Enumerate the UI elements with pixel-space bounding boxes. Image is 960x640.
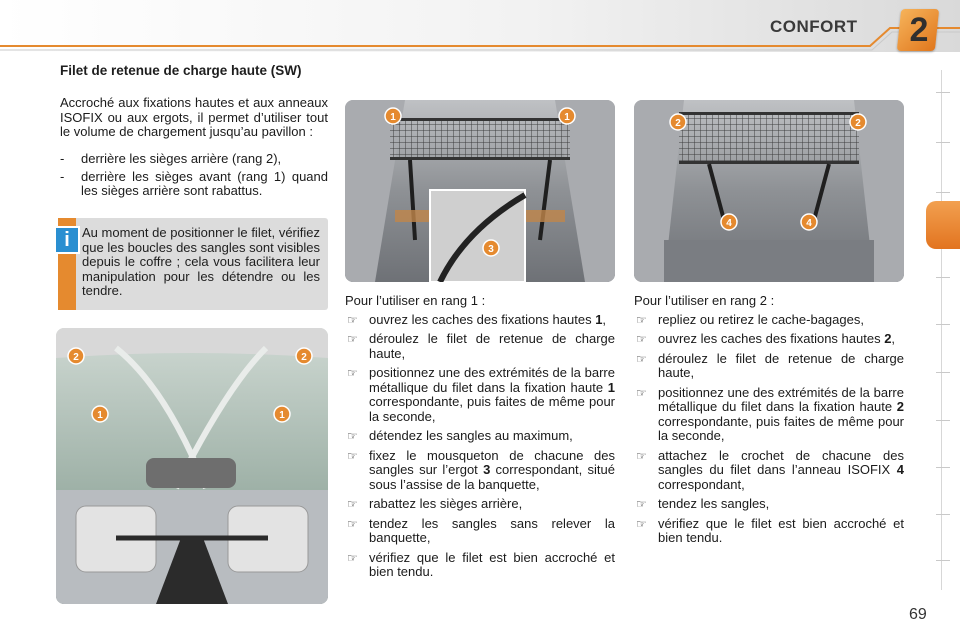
chapter-title: CONFORT xyxy=(770,17,858,36)
bullet-icon: ☞ xyxy=(347,497,358,511)
photo-label: 4 xyxy=(726,218,732,229)
photo-label: 2 xyxy=(301,352,307,363)
photo-rang-1 xyxy=(345,100,615,282)
photo-label: 4 xyxy=(806,218,812,229)
bullet-icon: ☞ xyxy=(347,550,358,565)
photo-rang-2 xyxy=(634,100,904,282)
photo-label: 1 xyxy=(97,410,103,421)
list-item: ☞ positionnez une des extrémités de la barre métallique du filet dans la fixation haute 1 correspondante, puis faites de même pour la seconde, xyxy=(347,365,615,424)
list-item: ☞ déroulez le filet de retenue de charge haute, xyxy=(636,350,904,380)
list-item: ☞ rabattez les sièges arrière, xyxy=(347,496,523,511)
tab-divider xyxy=(936,420,950,421)
list-item: ☞ vérifiez que le filet est bien accroché et bien tendu. xyxy=(347,549,615,579)
list-item: ☞ positionnez une des extrémités de la barre métallique du filet dans la fixation haute 2 correspondante, puis faites de même pour la seconde, xyxy=(636,384,904,443)
photo-label: 2 xyxy=(675,118,681,129)
photo-label: 1 xyxy=(279,410,285,421)
list-item: ☞ fixez le mousqueton de chacune des sangles sur l’ergot 3 correspondant, situé sous l’assise de la banquette, xyxy=(347,447,615,492)
rang-2-instructions xyxy=(634,294,904,551)
page-number: 69 xyxy=(909,606,927,623)
bullet-icon: ☞ xyxy=(636,385,647,400)
list-item: ☞ repliez ou retirez le cache-bagages, xyxy=(636,311,864,327)
bullet-icon: ☞ xyxy=(636,332,647,346)
tab-divider xyxy=(936,372,950,373)
info-icon: i xyxy=(54,226,80,254)
photo-label: 1 xyxy=(564,112,570,123)
list-item: ☞ vérifiez que le filet est bien accroché et bien tendu. xyxy=(636,515,904,545)
tab-divider xyxy=(936,92,950,93)
bullet-icon: ☞ xyxy=(636,516,647,531)
tab-divider xyxy=(936,142,950,143)
tab-active[interactable] xyxy=(926,201,960,249)
bullet-icon: ☞ xyxy=(636,448,647,463)
rang-1-instructions xyxy=(345,294,615,585)
rang-2-lead: Pour l’utiliser en rang 2 : xyxy=(634,293,775,308)
list-item: ☞ tendez les sangles, xyxy=(636,496,770,511)
list-item: - derrière les sièges avant (rang 1) quand les sièges arrière sont rabattus. xyxy=(60,168,328,198)
bullet-icon: ☞ xyxy=(347,366,358,380)
bullet-icon: ☞ xyxy=(347,332,358,346)
rang-2-list xyxy=(634,313,904,546)
list-item: ☞ attachez le crochet de chacune des sangles du filet dans l’anneau ISOFIX 4 correspondant, xyxy=(636,447,904,492)
rang-1-list xyxy=(345,313,615,580)
bullet-icon: ☞ xyxy=(636,497,647,511)
bullet-icon: ☞ xyxy=(636,351,647,366)
tab-divider xyxy=(936,324,950,325)
list-item: ☞ déroulez le filet de retenue de charge haute, xyxy=(347,331,615,361)
photo-interior xyxy=(56,328,328,604)
photo-label: 2 xyxy=(73,352,79,363)
rang-1-lead: Pour l’utiliser en rang 1 : xyxy=(345,293,486,308)
photo-label: 3 xyxy=(488,244,494,255)
chapter-number: 2 xyxy=(909,11,929,49)
intro-paragraph: Accroché aux fixations hautes et aux anneaux ISOFIX ou aux ergots, il permet d’utiliser tout le volume de chargement jusqu’au pavillon : xyxy=(60,95,328,139)
bullet-icon: ☞ xyxy=(347,312,358,327)
list-item: ☞ ouvrez les caches des fixations hautes 1, xyxy=(347,311,607,327)
tab-divider xyxy=(936,192,950,193)
bullet-icon: ☞ xyxy=(636,312,647,327)
bullet-icon: ☞ xyxy=(347,429,358,443)
bullet-icon: ☞ xyxy=(347,516,358,531)
section-title: Filet de retenue de charge haute (SW) xyxy=(60,63,302,78)
page-header xyxy=(0,0,960,62)
photo-label: 2 xyxy=(855,118,861,129)
tab-divider xyxy=(936,277,950,278)
bullet-icon: ☞ xyxy=(347,448,358,463)
photo-label: 1 xyxy=(390,112,396,123)
list-item: ☞ ouvrez les caches des fixations hautes 2, xyxy=(636,331,896,346)
chapter-tabs xyxy=(930,62,960,622)
tab-divider xyxy=(936,514,950,515)
info-text: Au moment de positionner le filet, vérifiez que les boucles des sangles sont visibles depuis le coffre ; cela vous facilitera leur manipulation pour les détendre ou les tendre. xyxy=(82,225,320,298)
dash-list xyxy=(60,152,328,202)
list-item: ☞ tendez les sangles sans relever la banquette, xyxy=(347,515,615,545)
tab-divider xyxy=(936,560,950,561)
list-item: ☞ détendez les sangles au maximum, xyxy=(347,428,573,443)
list-item: - derrière les sièges arrière (rang 2), xyxy=(60,151,282,166)
tab-divider xyxy=(936,467,950,468)
